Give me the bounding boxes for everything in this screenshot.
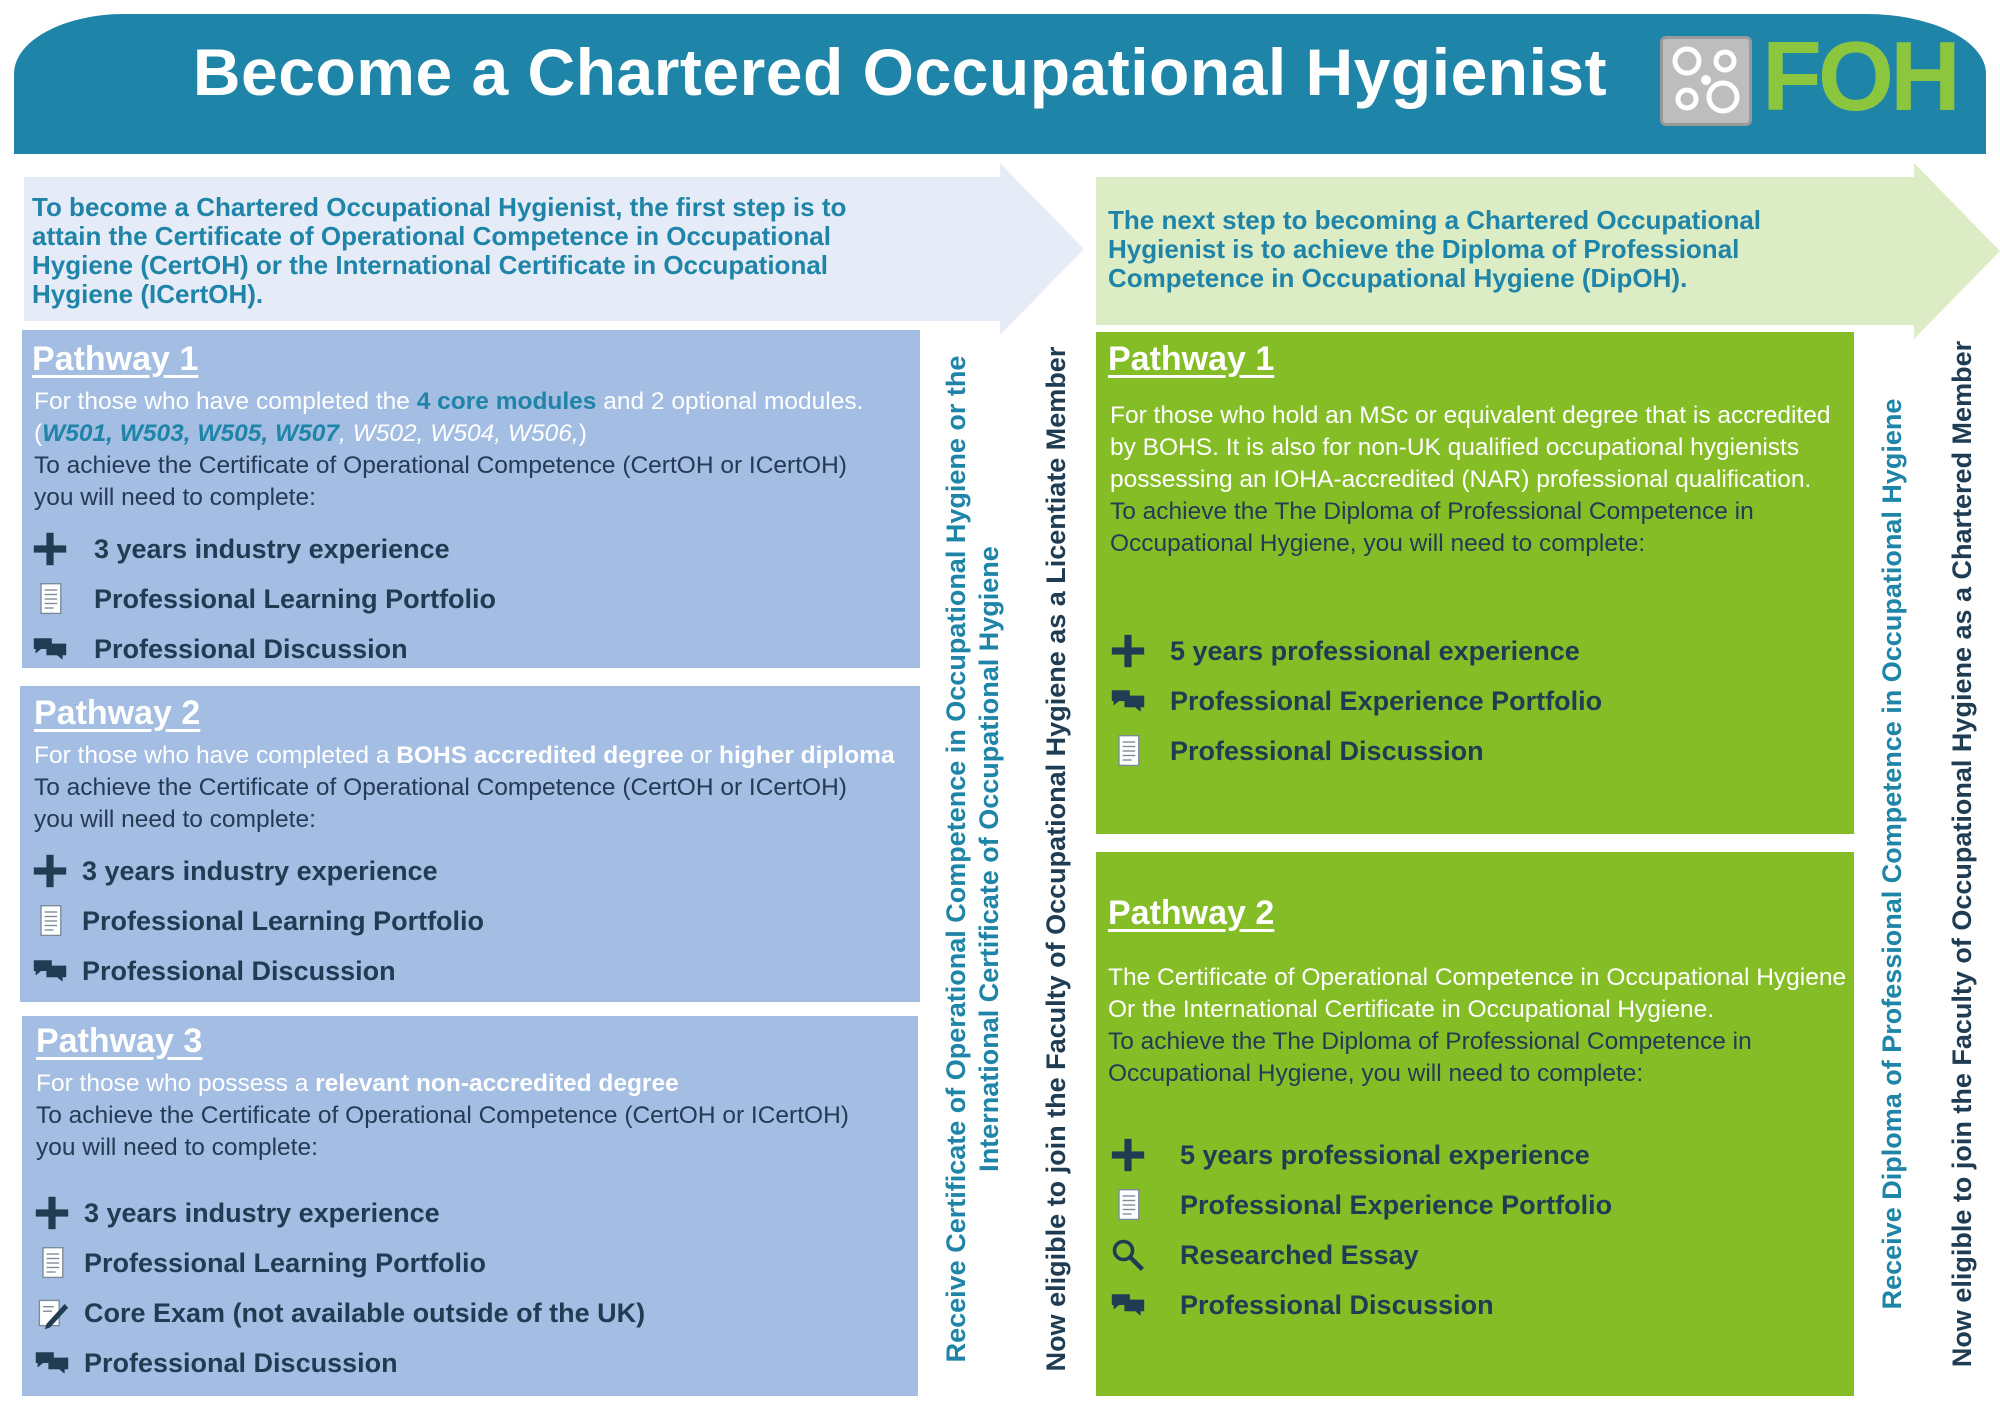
achieve-text: To achieve the Certificate of Operational Competence (CertOH or ICertOH) [36, 1102, 849, 1129]
requirement-item [1108, 1230, 1612, 1280]
requirement-item [1108, 1280, 1612, 1330]
requirement-label: Professional Learning Portfolio [82, 905, 485, 936]
bold-segment: higher diploma [718, 742, 895, 769]
text-segment: For those who have completed the [34, 388, 417, 415]
right-intro-text: The next step to becoming a Chartered Occupational Hygienist is to achieve the Diploma of Professional Competence in Occupational Hygiene (DipOH). [1108, 205, 1762, 293]
bold-segment: relevant non-accredited degree [315, 1070, 679, 1097]
requirement-item [32, 1338, 645, 1388]
pencil-exam-icon [32, 1295, 72, 1331]
need-text: you will need to complete: [34, 806, 316, 833]
requirements-list [1108, 626, 1602, 776]
plus-icon [1108, 1137, 1148, 1173]
requirement-label: Professional Discussion [82, 955, 396, 986]
pathway-description [36, 1068, 916, 1164]
pathway-description [1108, 962, 1852, 1090]
requirement-label: Professional Experience Portfolio [1170, 685, 1603, 716]
requirement-item [30, 846, 484, 896]
requirement-label: 3 years industry experience [94, 533, 450, 564]
requirement-label: 3 years industry experience [84, 1197, 440, 1228]
requirement-label: 5 years professional experience [1180, 1139, 1590, 1170]
need-text: you will need to complete: [34, 484, 316, 511]
achieve-text: To achieve the Certificate of Operational Competence (CertOH or ICertOH) [34, 452, 847, 479]
pathway-title: Pathway 2 [1108, 894, 1275, 932]
right-pathway-2-box [1096, 852, 1854, 1396]
plus-icon [30, 531, 70, 567]
requirement-label: Core Exam (not available outside of the UK) [84, 1297, 646, 1328]
foh-logo-text: FOH [1762, 21, 1957, 131]
left-pathway-2-box [20, 686, 920, 1002]
pathway-description [1110, 400, 1850, 560]
text-segment: For those who have completed a [34, 742, 397, 769]
requirement-label: Professional Learning Portfolio [84, 1247, 487, 1278]
text-segment: and 2 optional modules. [596, 388, 864, 415]
requirement-item [1108, 676, 1602, 726]
vertical-eligible-chartered: Now eligible to join the Faculty of Occupational Hygiene as a Chartered Member [1947, 340, 1977, 1368]
document-icon [30, 581, 70, 617]
chat-bubbles-icon [1108, 1287, 1148, 1323]
foh-logo-icon [1660, 36, 1752, 126]
requirement-label: Professional Learning Portfolio [94, 583, 497, 614]
achieve-text: To achieve the Certificate of Operational Competence (CertOH or ICertOH) [34, 774, 847, 801]
requirements-list [30, 524, 496, 674]
plus-icon [30, 853, 70, 889]
text-segment: ) [578, 420, 587, 447]
optional-module-codes: , W502, W504, W506, [339, 420, 579, 447]
document-icon [1108, 733, 1148, 769]
left-pathway-3-box [22, 1016, 918, 1396]
requirement-item [1108, 1180, 1612, 1230]
requirement-item [30, 896, 484, 946]
text-segment: The Certificate of Operational Competence in Occupational Hygiene Or the International Certificate in Occupational Hygiene. [1108, 964, 1847, 1023]
pathway-title: Pathway 1 [1108, 340, 1275, 378]
text-segment: For those who hold an MSc or equivalent degree that is accredited by BOHS. It is also for non-UK qualified occupational hygienists possessing an IOHA-accredited (NAR) professional qualification. [1110, 402, 1831, 493]
chat-bubbles-icon [30, 953, 70, 989]
text-segment: or [683, 742, 719, 769]
document-icon [30, 903, 70, 939]
requirement-item [30, 624, 496, 674]
requirement-label: 5 years professional experience [1170, 635, 1580, 666]
text-segment: ( [34, 420, 43, 447]
vertical-line-1: Receive Certificate of Operational Competence in Occupational Hygiene or the [941, 355, 971, 1363]
requirement-label: Researched Essay [1180, 1239, 1419, 1270]
left-intro-text: To become a Chartered Occupational Hygienist, the first step is to attain the Certificate of Operational Competence in Occupational Hygiene (CertOH) or the International Certificate in Occupational Hygiene (ICertOH). [32, 192, 847, 309]
search-icon [1108, 1237, 1148, 1273]
document-icon [32, 1245, 72, 1281]
vertical-receive-diploma: Receive Diploma of Professional Competence in Occupational Hygiene [1877, 398, 1907, 1310]
pathway-title: Pathway 2 [34, 694, 201, 732]
core-module-codes: W501, W503, W505, W507 [42, 420, 340, 447]
requirements-list [1108, 1130, 1612, 1330]
requirement-label: Professional Discussion [94, 633, 408, 664]
right-pathway-1-box [1096, 332, 1854, 834]
plus-icon [1108, 633, 1148, 669]
vertical-eligible-licentiate: Now eligible to join the Faculty of Occupational Hygiene as a Licentiate Member [1041, 346, 1071, 1372]
page-title: Become a Chartered Occupational Hygienist [192, 35, 1608, 109]
core-modules-highlight: 4 core modules [416, 388, 597, 415]
pathway-title: Pathway 1 [32, 340, 199, 378]
requirement-item [1108, 726, 1602, 776]
requirement-item [1108, 626, 1602, 676]
vertical-line-2: International Certificate of Occupational Hygiene [974, 546, 1004, 1172]
need-text: you will need to complete: [36, 1134, 318, 1161]
requirement-label: Professional Discussion [84, 1347, 398, 1378]
left-pathway-1-box [22, 330, 920, 668]
requirement-label: Professional Experience Portfolio [1180, 1189, 1613, 1220]
achieve-text: To achieve the The Diploma of Professional Competence in Occupational Hygiene, you will need to complete: [1110, 498, 1754, 557]
requirement-label: Professional Discussion [1170, 735, 1484, 766]
chat-bubbles-icon [32, 1345, 72, 1381]
requirement-item [30, 946, 484, 996]
pathway-description [34, 386, 914, 514]
text-segment: For those who possess a [36, 1070, 316, 1097]
requirement-item [30, 574, 496, 624]
requirement-item [32, 1288, 645, 1338]
requirement-item [32, 1188, 645, 1238]
chat-bubbles-icon [30, 631, 70, 667]
requirement-item [1108, 1130, 1612, 1180]
pathway-title: Pathway 3 [36, 1022, 203, 1060]
plus-icon [32, 1195, 72, 1231]
achieve-text: To achieve the The Diploma of Professional Competence in Occupational Hygiene, you will need to complete: [1108, 1028, 1752, 1087]
document-icon [1108, 1187, 1148, 1223]
requirement-label: Professional Discussion [1180, 1289, 1494, 1320]
pathway-description [34, 740, 914, 836]
requirement-label: 3 years industry experience [82, 855, 438, 886]
requirement-item [32, 1238, 645, 1288]
vertical-receive-certificate [940, 354, 1006, 1364]
chat-bubbles-icon [1108, 683, 1148, 719]
requirement-item [30, 524, 496, 574]
bold-segment: BOHS accredited degree [396, 742, 684, 769]
requirements-list [30, 846, 484, 996]
requirements-list [32, 1188, 645, 1388]
